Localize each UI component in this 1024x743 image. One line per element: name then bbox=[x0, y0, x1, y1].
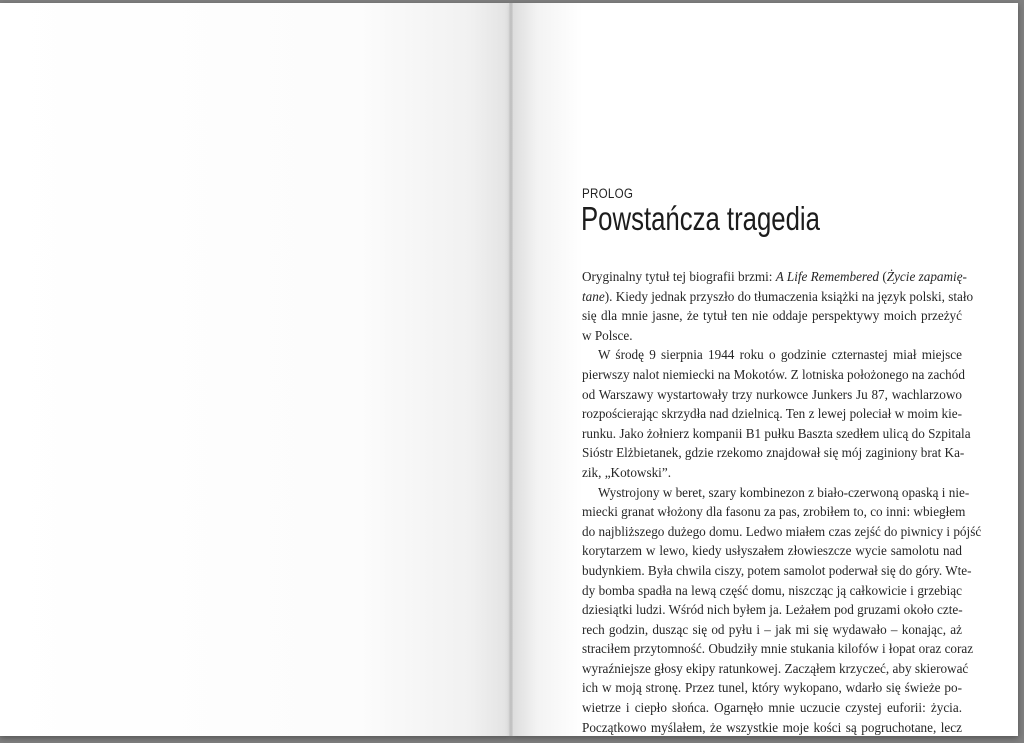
text-line: wietrze i ciepło słońca. Ogarnęło mnie uczucie czystej euforii: życia. bbox=[582, 700, 962, 716]
text-line: W środę 9 sierpnia 1944 roku o godzinie czternastej miał miejsce bbox=[598, 347, 962, 363]
text-line: budynkiem. Była chwila ciszy, potem samolot poderwał się do góry. Wte- bbox=[582, 562, 972, 578]
text-line: dy bomba spadła na lewą część domu, niszcząc ją całkowicie i grzebiąc bbox=[582, 582, 962, 598]
text-line: tane). Kiedy jednak przyszło do tłumaczenia książki na język polski, stało bbox=[582, 288, 974, 304]
text-line: rech godzin, dusząc się od pyłu i – jak mi się wydawało – konając, aż bbox=[582, 621, 962, 637]
text-line: od Warszawy wystartowały trzy nurkowce Junkers Ju 87, wachlarzowo bbox=[582, 386, 962, 402]
text-line: rozpościerając skrzydła nad dzielnicą. Ten z lewej poleciał w moim kie- bbox=[582, 406, 963, 422]
text-line: się dla mnie jasne, że tytuł ten nie oddaje perspektywy moich przeżyć bbox=[582, 308, 962, 324]
text-line: Sióstr Elżbietanek, gdzie rzekomo znajdował się mój zaginiony brat Ka- bbox=[582, 445, 965, 461]
book-gutter bbox=[509, 3, 513, 736]
text-line: dziesiątki ludzi. Wśród nich byłem ja. Leżałem pod gruzami około czte- bbox=[582, 602, 963, 618]
text-line: korytarzem w lewo, kiedy usłyszałem złowieszcze wycie samolotu nad bbox=[582, 543, 962, 559]
chapter-title: Powstańcza tragedia bbox=[581, 200, 820, 237]
text-line: runku. Jako żołnierz kompanii B1 pułku Baszta szedłem ulicą do Szpitala bbox=[582, 425, 971, 441]
text-line: do najbliższego dużego domu. Ledwo miałem czas zejść do piwnicy i pójść bbox=[582, 523, 982, 539]
body-text bbox=[582, 267, 982, 737]
text-line: ich w moją stronę. Przez tunel, który wykopano, wdarło się świeże po- bbox=[582, 680, 962, 696]
text-line: w Polsce. bbox=[582, 327, 633, 343]
text-line: miecki granat włożony dla fasonu za pas, zrobiłem to, co inni: wbiegłem bbox=[582, 504, 966, 520]
text-line: Początkowo myślałem, że wszystkie moje kości są pogruchotane, lecz bbox=[582, 719, 962, 735]
text-line: wyraźniejsze głosy ekipy ratunkowej. Zacząłem krzyczeć, aby skierować bbox=[582, 660, 969, 676]
text-line: zik, „Kotowski”. bbox=[582, 464, 671, 480]
chapter-label: PROLOG bbox=[582, 186, 634, 201]
text-line: Oryginalny tytuł tej biografii brzmi: A Life Remembered (Życie zapamię- bbox=[582, 269, 967, 284]
text-line: straciłem przytomność. Obudziły mnie stukania kilofów i łopat oraz coraz bbox=[582, 641, 974, 657]
text-line: pierwszy nalot niemiecki na Mokotów. Z lotniska położonego na zachód bbox=[582, 366, 965, 382]
text-line: Wystrojony w beret, szary kombinezon z biało-czerwoną opaską i nie- bbox=[598, 484, 970, 500]
left-page bbox=[0, 3, 511, 736]
